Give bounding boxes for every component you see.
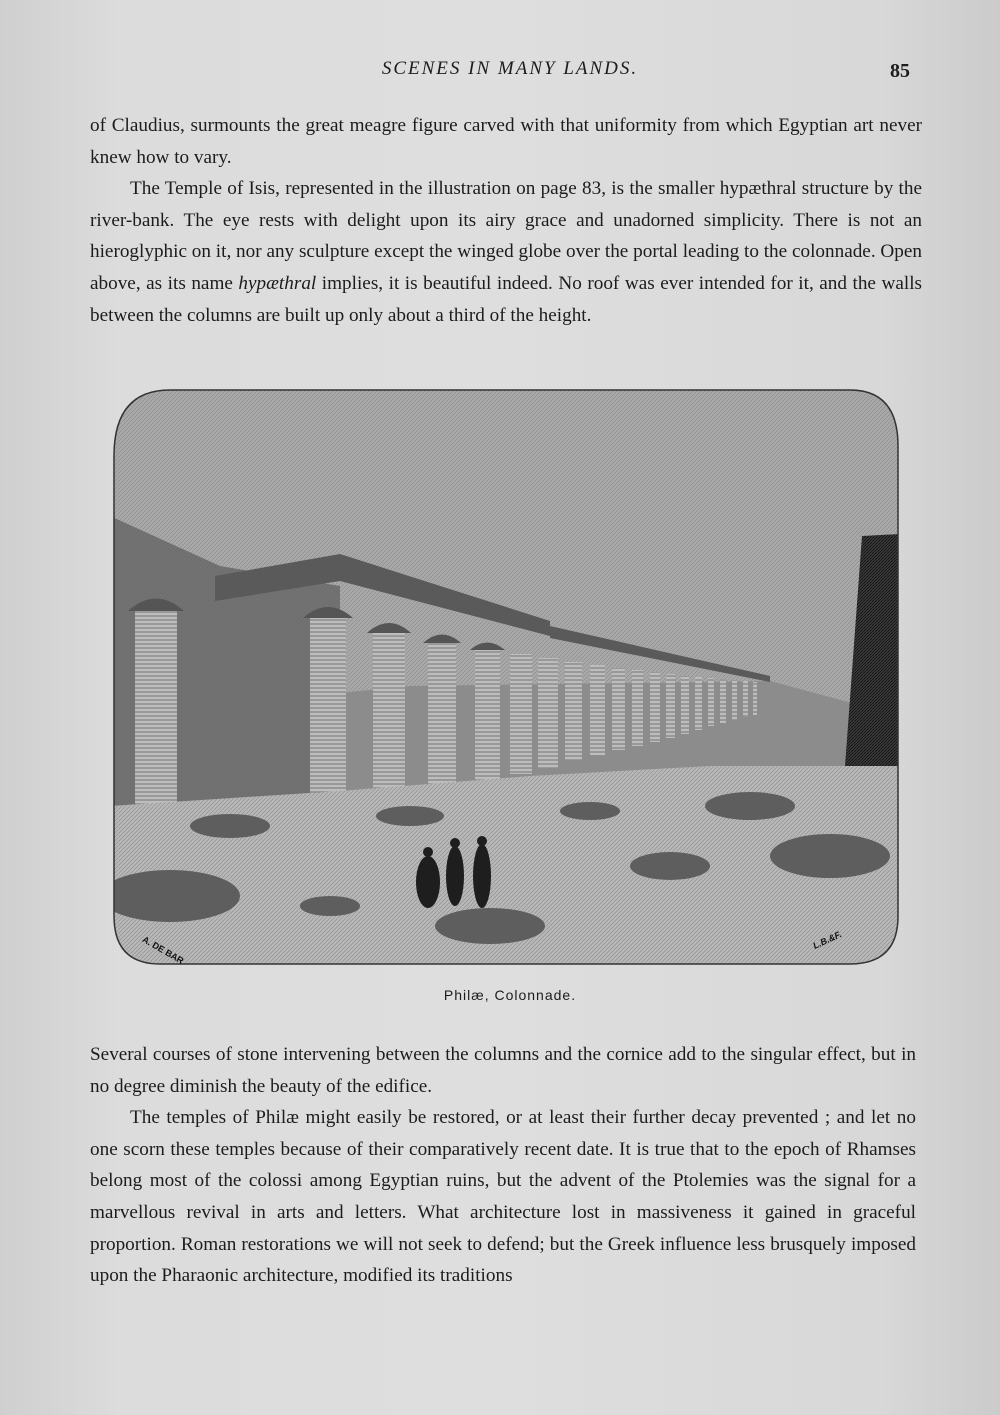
page-number: 85 — [890, 60, 910, 82]
engraver-signature: A. DE BAR — [140, 934, 186, 966]
paragraph-text: The Temple of Isis, represented in the illustration on page 83, is the smaller hypæthral structure by the river-bank. The eye rests with delight upon its airy grace and unadorned simplicity. There is not an hieroglyphic on it, nor any sculpture except the winged globe over the portal leading to the colonnade. Open above, as its name — [90, 178, 922, 294]
engraving-scene — [110, 386, 900, 968]
running-title: SCENES IN MANY LANDS. — [381, 58, 639, 79]
engraver-signature: L.B.&F. — [811, 929, 844, 951]
paragraph-text: implies, it is beautiful indeed. No roof was ever intended for it, and the walls between the columns are built up only about a third of the height. — [90, 272, 922, 326]
paragraph — [90, 173, 922, 331]
paragraph: The temples of Philæ might easily be restored, or at least their further decay prevented ; and let no one scorn these temples because of their comparatively recent date. It is true that to the epoch of Rhamses belong most of the colossi among Egyptian ruins, but the advent of the Ptolemies was the signal for a marvellous revival in arts and letters. What architecture lost in massiveness it gained in graceful proportion. Roman restorations we will not seek to defend; but the Greek influence less brusquely imposed upon the Pharaonic architecture, modified its traditions — [90, 1107, 916, 1287]
running-head — [0, 58, 1000, 88]
paragraph: Several courses of stone intervening between the columns and the cornice add to the singular effect, but in no degree diminish the beauty of the edifice. — [90, 1044, 916, 1097]
paragraph: of Claudius, surmounts the great meagre figure carved with that uniformity from which Egyptian art never knew how to vary. — [90, 115, 922, 168]
body-text-bottom — [90, 1039, 916, 1292]
italic-term: hypæthral — [238, 272, 317, 294]
figure-caption: Philæ, Colonnade. — [443, 987, 577, 1003]
body-text-top — [90, 110, 922, 331]
colonnade-engraving — [110, 386, 900, 968]
